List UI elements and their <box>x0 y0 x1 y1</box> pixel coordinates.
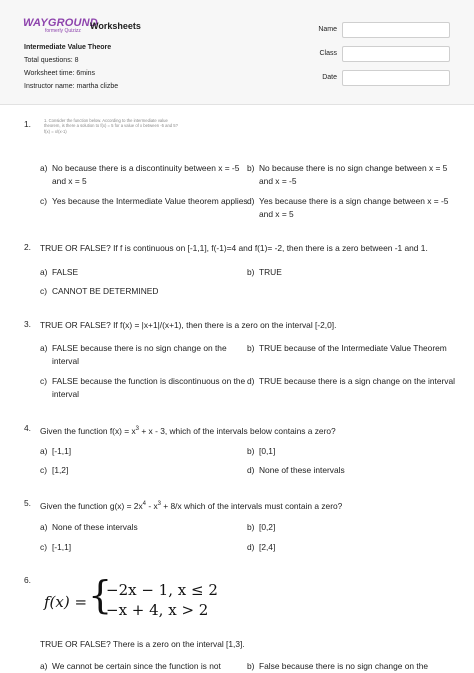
question-number: 1. <box>24 119 31 129</box>
option-b[interactable]: b) TRUE because of the Intermediate Value Theorem <box>247 343 447 353</box>
option-d[interactable]: d) None of these intervals <box>247 465 345 475</box>
date-label: Date <box>322 74 337 81</box>
option-a[interactable]: a) [-1,1] <box>40 446 72 456</box>
option-b[interactable]: b) [0,2] <box>247 522 276 532</box>
option-c[interactable]: c) CANNOT BE DETERMINED <box>40 286 159 296</box>
option-b[interactable]: b) TRUE <box>247 267 282 277</box>
worksheet-header <box>0 0 474 105</box>
question-number: 2. <box>24 242 31 252</box>
piece-2: −x + 4, x > 2 <box>106 601 209 619</box>
option-a[interactable]: a) We cannot be certain since the function is not <box>40 661 221 671</box>
worksheet-time: Worksheet time: 6mins <box>24 70 96 77</box>
logo-text: WAYGROUND <box>23 17 98 29</box>
option-a[interactable]: a) None of these intervals <box>40 522 138 532</box>
option-a[interactable]: a) FALSE <box>40 267 79 277</box>
piece-1: −2x − 1, x ≤ 2 <box>106 581 218 599</box>
option-d[interactable]: d) [2,4] <box>247 542 276 552</box>
option-b[interactable]: b) False because there is no sign change on the <box>247 661 429 671</box>
question-image-text: 1. Consider the function below. According to the intermediate value theorem, is there a solution to f(x) = 5 for a value of x between -5 and 5? f(x) = x/(x-1) <box>44 118 178 134</box>
question-text: Given the function $f(x) = x^3 + x - 3$, which of the intervals below contains a zero? <box>40 425 336 436</box>
question-text: TRUE OR FALSE? If f is continuous on [-1,1], f(-1)=4 and f(1)= -2, then there is a zero between -1 and 1. <box>40 243 428 253</box>
option-a[interactable]: a) No because there is a discontinuity between x = -5 and x = 5 <box>40 163 240 186</box>
option-d[interactable]: d) Yes because there is a sign change between x = -5 and x = 5 <box>247 196 449 219</box>
question-text: TRUE OR FALSE? There is a zero on the interval [1,3]. <box>40 639 245 649</box>
option-c[interactable]: c) FALSE because the function is discontinuous on the interval <box>40 376 246 399</box>
option-c[interactable]: c) [-1,1] <box>40 542 72 552</box>
class-label: Class <box>319 50 337 57</box>
total-questions: Total questions: 8 <box>24 57 79 64</box>
brace: { <box>88 573 113 617</box>
option-b[interactable]: b) [0,1] <box>247 446 276 456</box>
question-number: 5. <box>24 498 31 508</box>
name-field[interactable] <box>342 22 450 38</box>
logo-subtitle: formerly Quizizz <box>45 28 81 34</box>
question-text: TRUE OR FALSE? If f(x) = |x+1|/(x+1), then there is a zero on the interval [-2,0]. <box>40 320 337 330</box>
question-number: 3. <box>24 319 31 329</box>
question-number: 4. <box>24 423 31 433</box>
option-d[interactable]: d) TRUE because there is a sign change on the interval <box>247 376 455 386</box>
instructor-name: Instructor name: martha clizbe <box>24 83 119 90</box>
date-field[interactable] <box>342 70 450 86</box>
option-a[interactable]: a) FALSE because there is no sign change on the interval <box>40 343 227 366</box>
class-field[interactable] <box>342 46 450 62</box>
question-number: 6. <box>24 575 31 585</box>
question-text: Given the function $g(x) = 2x^4 - x^3 + 8/x$ which of the intervals must contain a zero? <box>40 500 343 511</box>
option-c[interactable]: c) Yes because the Intermediate Value theorem applies <box>40 196 248 206</box>
name-label: Name <box>318 26 337 33</box>
function-label: f(x) = <box>44 593 88 611</box>
header-title: Worksheets <box>90 21 141 31</box>
logo <box>23 17 98 34</box>
option-c[interactable]: c) [1,2] <box>40 465 69 475</box>
option-b[interactable]: b) No because there is no sign change between x = 5 and x = -5 <box>247 163 448 186</box>
worksheet-title: Intermediate Value Theore <box>24 44 112 51</box>
